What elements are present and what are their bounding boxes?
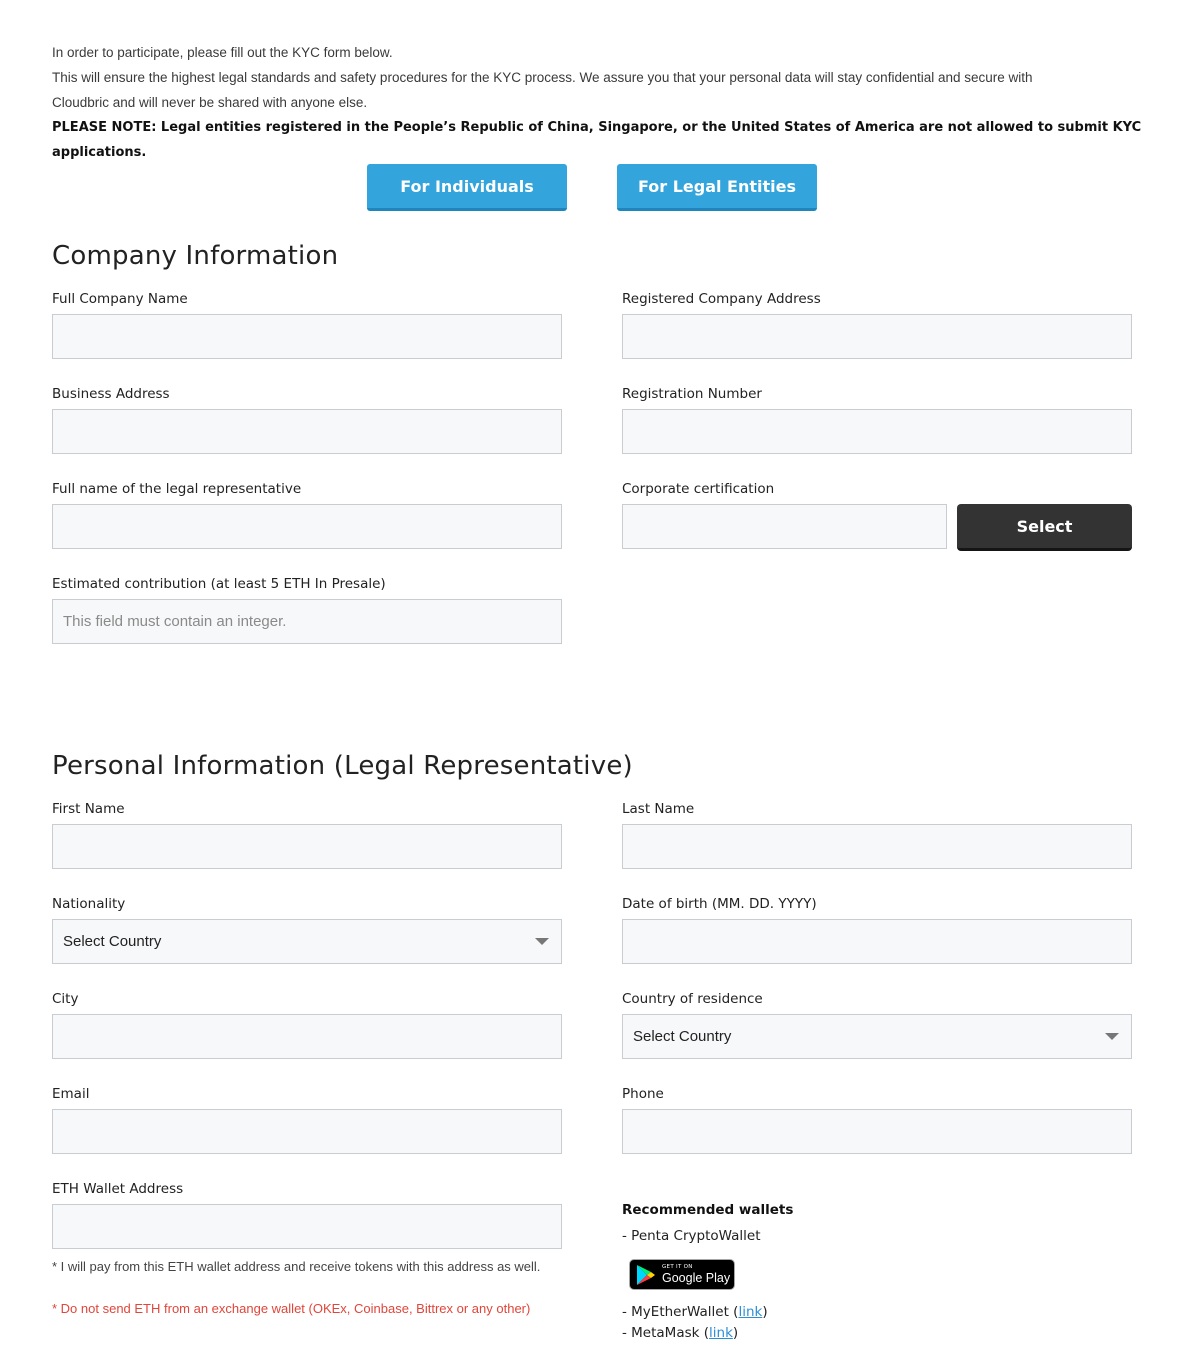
phone-input[interactable] [622, 1109, 1132, 1154]
legal-representative-input[interactable] [52, 504, 562, 549]
intro-text [52, 40, 1142, 165]
country-residence-select[interactable] [622, 1014, 1132, 1059]
registration-number-label: Registration Number [622, 386, 762, 402]
email-input[interactable] [52, 1109, 562, 1154]
phone-label: Phone [622, 1086, 664, 1102]
metamask-item [622, 1325, 738, 1341]
google-play-small-text: GET IT ON [662, 1263, 693, 1270]
dob-label: Date of birth (MM. DD. YYYY) [622, 896, 817, 912]
metamask-link[interactable]: link [709, 1325, 733, 1341]
myetherwallet-label: - MyEtherWallet ( [622, 1304, 739, 1320]
select-file-button[interactable]: Select [957, 504, 1132, 551]
city-input[interactable] [52, 1014, 562, 1059]
google-play-icon [636, 1264, 656, 1286]
business-address-input[interactable] [52, 409, 562, 454]
myetherwallet-close-paren: ) [762, 1304, 768, 1320]
full-company-name-label: Full Company Name [52, 291, 188, 307]
registration-number-input[interactable] [622, 409, 1132, 454]
myetherwallet-link[interactable]: link [738, 1304, 763, 1320]
for-individuals-button[interactable]: For Individuals [367, 164, 567, 211]
google-play-big-text: Google Play [662, 1271, 731, 1285]
metamask-close-paren: ) [732, 1325, 739, 1341]
last-name-label: Last Name [622, 801, 695, 817]
for-legal-entities-button[interactable]: For Legal Entities [617, 164, 817, 211]
wallet-hint: * I will pay from this ETH wallet address and receive tokens with this address as well. [52, 1259, 541, 1274]
business-address-label: Business Address [52, 386, 170, 402]
estimated-contribution-input[interactable] [52, 599, 562, 644]
nationality-label: Nationality [52, 896, 126, 912]
corporate-certification-label: Corporate certification [622, 481, 775, 497]
please-note-label: PLEASE NOTE: [52, 120, 157, 135]
intro-line-2: This will ensure the highest legal standards and safety procedures for the KYC process. We assure you that your personal data will stay confidential and secure with [52, 70, 1033, 85]
first-name-label: First Name [52, 801, 125, 817]
please-note-text: Legal entities registered in the People’s Republic of China, Singapore, or the United States of America are not allowed to submit KYC applications. [52, 120, 1142, 160]
google-play-badge[interactable] [629, 1259, 735, 1290]
nationality-select-value: Select Country [63, 933, 162, 950]
chevron-down-icon [535, 938, 549, 945]
city-label: City [52, 991, 79, 1007]
country-residence-label: Country of residence [622, 991, 763, 1007]
metamask-label: - MetaMask ( [622, 1325, 710, 1341]
email-label: Email [52, 1086, 90, 1102]
country-residence-select-value: Select Country [633, 1028, 732, 1045]
myetherwallet-item [622, 1304, 768, 1320]
eth-wallet-input[interactable] [52, 1204, 562, 1249]
legal-representative-label: Full name of the legal representative [52, 481, 302, 497]
registered-company-address-input[interactable] [622, 314, 1132, 359]
recommended-wallets-title: Recommended wallets [622, 1202, 794, 1218]
nationality-select[interactable] [52, 919, 562, 964]
company-information-title: Company Information [52, 241, 339, 271]
estimated-contribution-label: Estimated contribution (at least 5 ETH In Presale) [52, 576, 386, 592]
full-company-name-input[interactable] [52, 314, 562, 359]
registered-company-address-label: Registered Company Address [622, 291, 821, 307]
dob-input[interactable] [622, 919, 1132, 964]
intro-line-3: Cloudbric and will never be shared with anyone else. [52, 95, 368, 110]
corporate-certification-input[interactable] [622, 504, 947, 549]
intro-line-1: In order to participate, please fill out the KYC form below. [52, 45, 393, 60]
eth-wallet-label: ETH Wallet Address [52, 1181, 184, 1197]
penta-wallet-item: - Penta CryptoWallet [622, 1228, 761, 1244]
exchange-warning: * Do not send ETH from an exchange wallet (OKEx, Coinbase, Bittrex or any other) [52, 1301, 531, 1316]
first-name-input[interactable] [52, 824, 562, 869]
last-name-input[interactable] [622, 824, 1132, 869]
personal-information-title: Personal Information (Legal Representative) [52, 751, 633, 781]
chevron-down-icon [1105, 1033, 1119, 1040]
please-note [52, 115, 1142, 165]
